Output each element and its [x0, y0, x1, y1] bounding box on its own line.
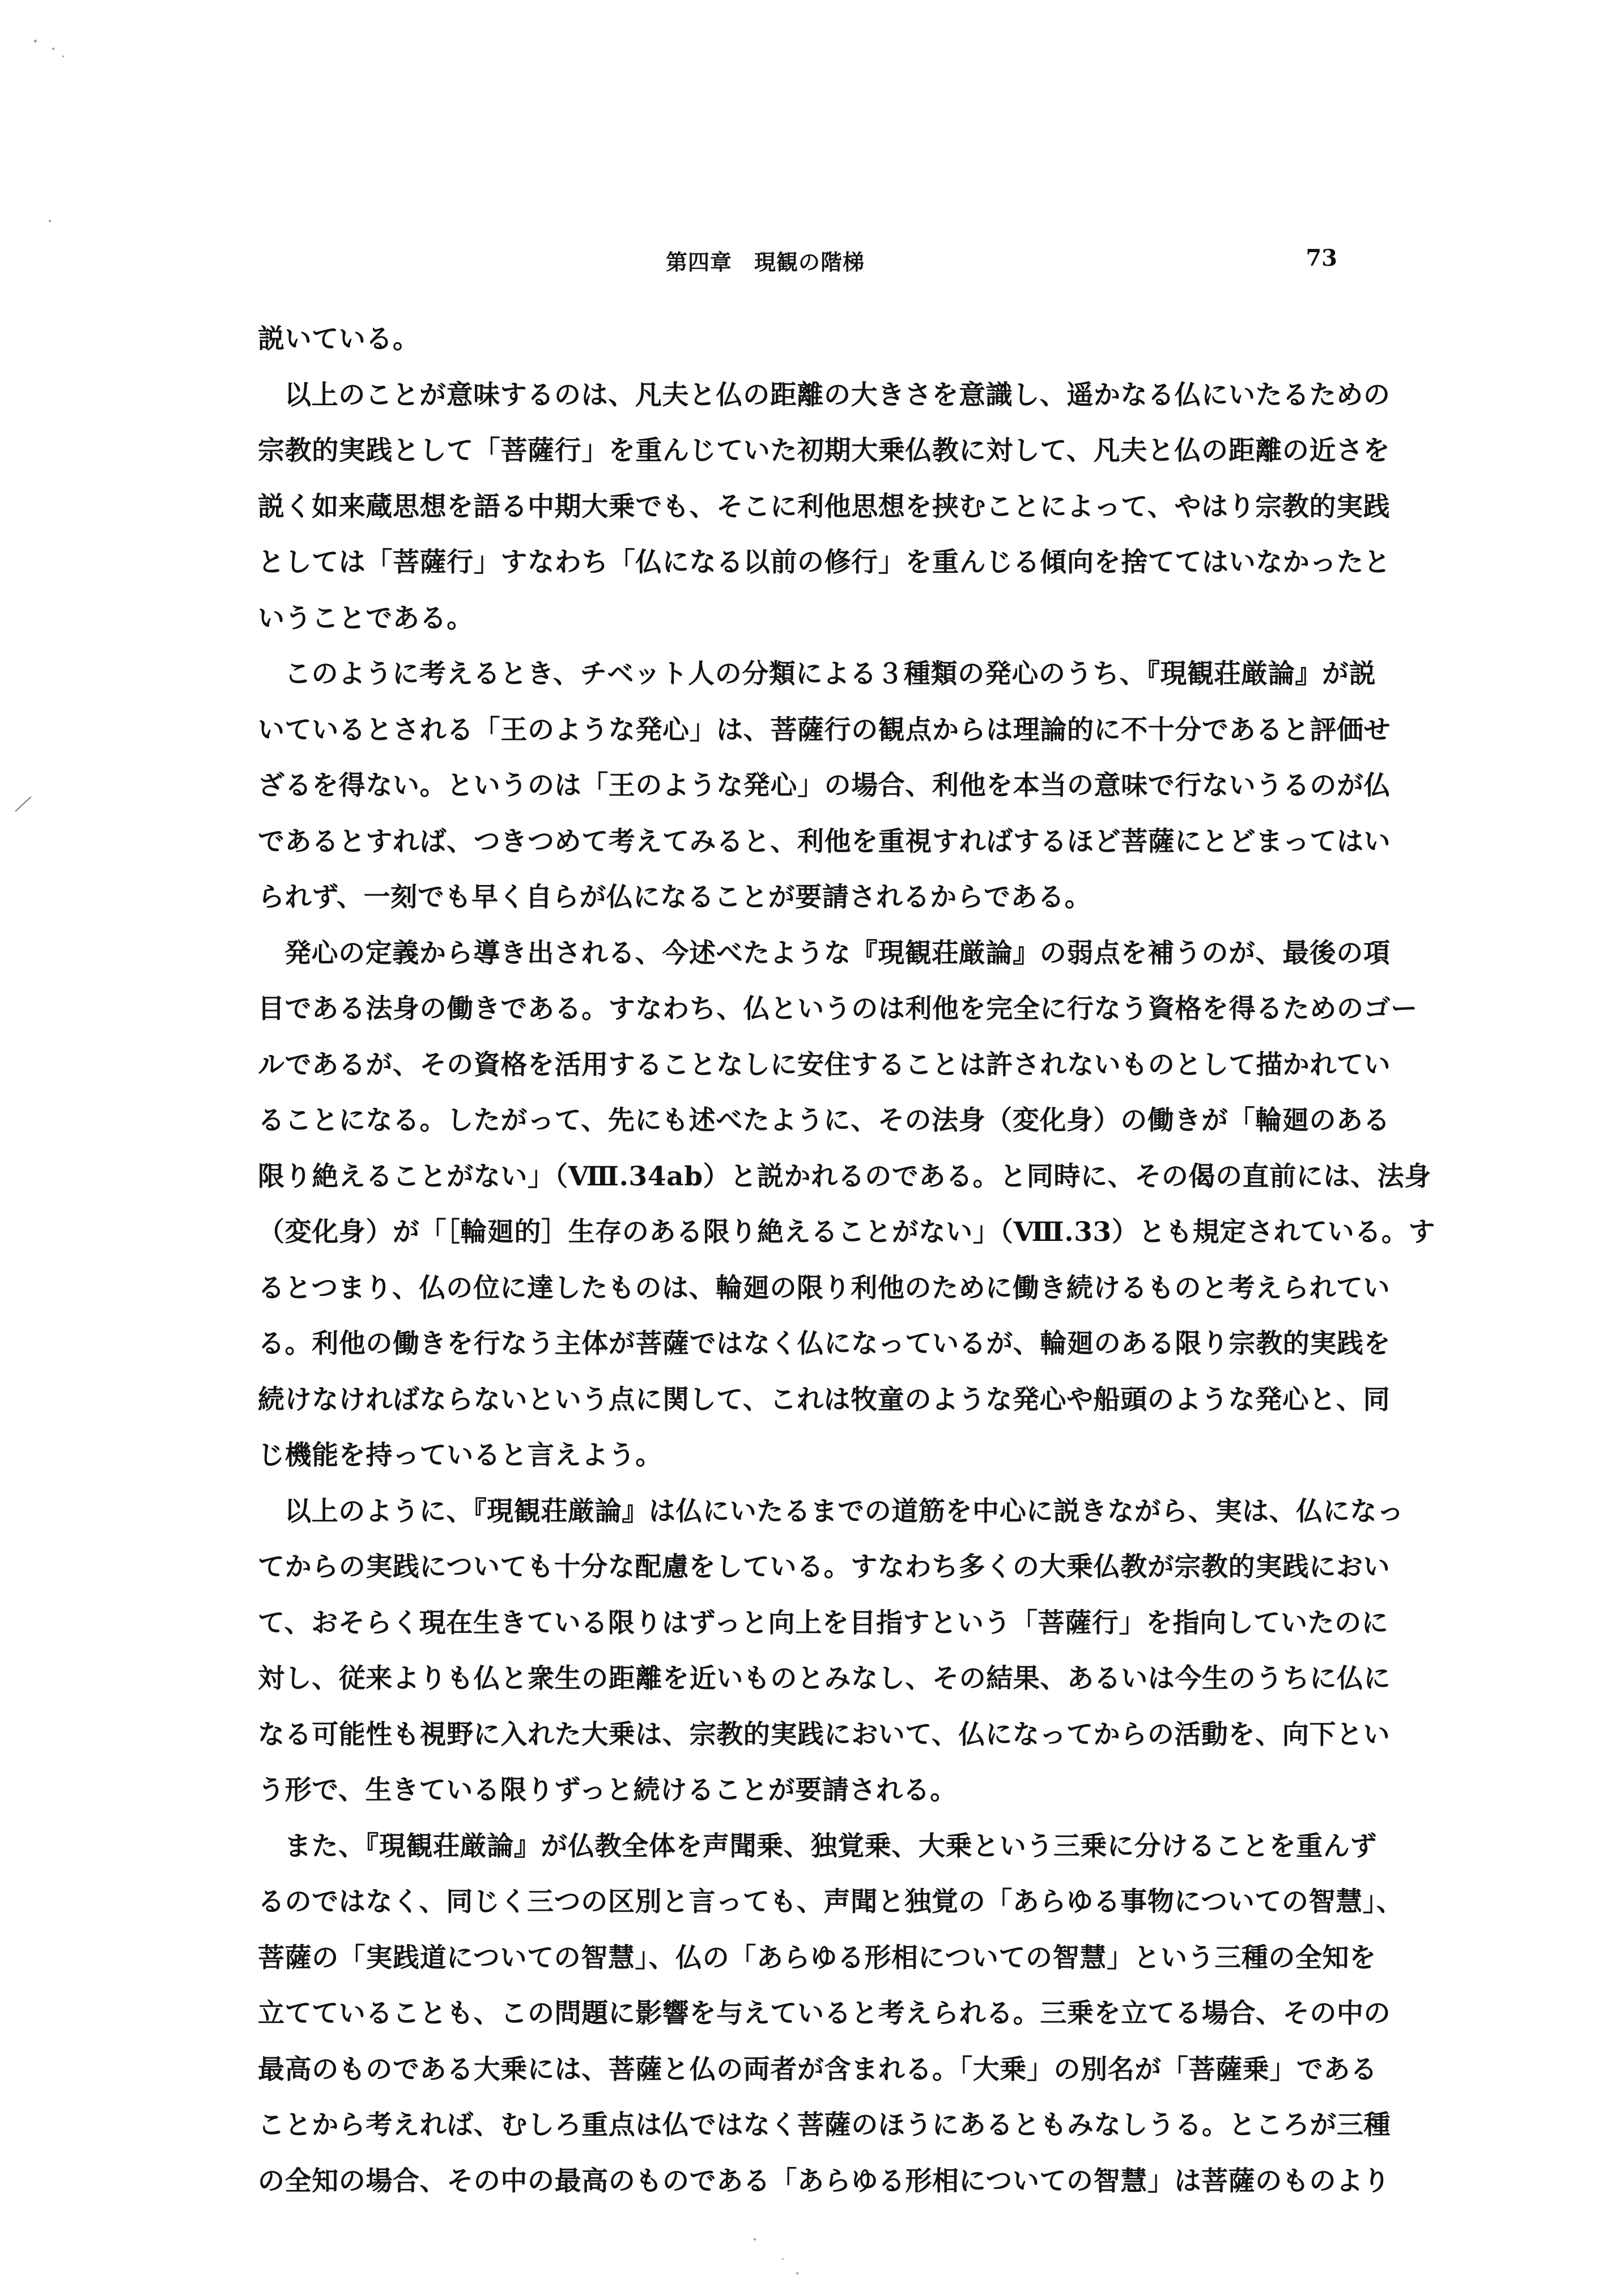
scan-speck: [782, 2258, 784, 2260]
scan-speck: [796, 2272, 798, 2274]
text-line: るとつまり、仏の位に達したものは、輪廻の限り利他のために働き続けるものと考えられてい: [258, 1272, 1391, 1304]
text-line: じ機能を持っていると言えよう。: [258, 1440, 662, 1471]
text-line: なる可能性も視野に入れた大乗は、宗教的実践において、仏になってからの活動を、向下とい: [258, 1719, 1391, 1750]
paragraph-start-line: また、『現観荘厳論』が仏教全体を声聞乗、独覚乗、大乗という三乗に分けることを重んず: [284, 1830, 1378, 1862]
text-line: ることになる。したがって、先にも述べたように、その法身（変化身）の働きが「輪廻のある: [258, 1105, 1391, 1136]
text-line: いうことである。: [258, 602, 474, 634]
text-line: る。利他の働きを行なう主体が菩薩ではなく仏になっているが、輪廻のある限り宗教的実践を: [258, 1328, 1391, 1359]
paragraph-start-line: 以上のことが意味するのは、凡夫と仏の距離の大きさを意識し、遥かなる仏にいたるための: [284, 379, 1391, 411]
text-line: 目である法身の働きである。すなわち、仏というのは利他を完全に行なう資格を得るためのゴー: [258, 993, 1418, 1024]
text-line: であるとすれば、つきつめて考えてみると、利他を重視すればするほど菩薩にとどまってはい: [258, 826, 1391, 857]
scan-speck: [34, 40, 37, 42]
text-line: ざるを得ない。というのは「王のような発心」の場合、利他を本当の意味で行ないうるのが仏: [258, 770, 1391, 801]
text-line: 説く如来蔵思想を語る中期大乗でも、そこに利他思想を挟むことによって、やはり宗教的実践: [258, 491, 1391, 522]
text-line: 続けなければならないという点に関して、これは牧童のような発心や船頭のような発心と、同: [258, 1384, 1391, 1415]
text-line: て、おそらく現在生きている限りはずっと向上を目指すという「菩薩行」を指向していたのに: [258, 1607, 1389, 1639]
text-line: ルであるが、その資格を活用することなしに安住することは許されないものとして描かれてい: [258, 1049, 1391, 1081]
text-line: の全知の場合、その中の最高のものである「あらゆる形相についての智慧」は菩薩のものより: [258, 2165, 1391, 2197]
scan-speck: [52, 48, 54, 50]
paragraph-start-line: このように考えるとき、チベット人の分類による３種類の発心のうち、『現観荘厳論』が説: [284, 658, 1376, 690]
text-line: 対し、従来よりも仏と衆生の距離を近いものとみなし、その結果、あるいは今生のうちに仏に: [258, 1663, 1391, 1694]
text-line: 説いている。: [258, 324, 420, 355]
paragraph-start-line: 以上のように、『現観荘厳論』は仏にいたるまでの道筋を中心に説きながら、実は、仏になっ: [284, 1495, 1404, 1527]
text-line: 限り絶えることがない」（Ⅷ.34ab）と説かれるのである。と同時に、その偈の直前には、法身: [258, 1160, 1431, 1192]
text-line: るのではなく、同じく三つの区別と言っても、声聞と独覚の「あらゆる事物についての智慧」、: [258, 1886, 1404, 1917]
text-line: られず、一刻でも早く自らが仏になることが要請されるからである。: [258, 882, 1092, 913]
text-line: う形で、生きている限りずっと続けることが要請される。: [258, 1775, 957, 1806]
text-line: 立てていることも、この問題に影響を与えていると考えられる。三乗を立てる場合、その中の: [258, 1998, 1391, 2029]
scan-speck: [754, 2238, 756, 2240]
text-line: 菩薩の「実践道についての智慧」、仏の「あらゆる形相についての智慧」という三種の全知を: [258, 1942, 1376, 1974]
chapter-title: 第四章 現観の階梯: [666, 249, 865, 275]
text-line: ことから考えれば、むしろ重点は仏ではなく菩薩のほうにあるともみなしうる。ところが三種: [258, 2110, 1391, 2141]
text-line: （変化身）が「［輪廻的］生存のある限り絶えることがない」（Ⅷ.33）とも規定されている。す: [258, 1217, 1436, 1248]
text-line: としては「菩薩行」すなわち「仏になる以前の修行」を重んじる傾向を捨ててはいなかったと: [258, 547, 1391, 578]
page-number: 73: [1306, 245, 1337, 271]
scan-speck: [62, 56, 64, 57]
body-text: [258, 312, 1436, 2209]
running-header: [261, 245, 1337, 279]
text-line: 最高のものである大乗には、菩薩と仏の両者が含まれる。「大乗」の別名が「菩薩乗」である: [258, 2053, 1378, 2085]
text-line: 宗教的実践として「菩薩行」を重んじていた初期大乗仏教に対して、凡夫と仏の距離の近さを: [258, 435, 1391, 466]
scan-speck: [49, 220, 51, 222]
text-line: てからの実践についても十分な配慮をしている。すなわち多くの大乗仏教が宗教的実践におい: [258, 1551, 1391, 1583]
paragraph-start-line: 発心の定義から導き出される、今述べたような『現観荘厳論』の弱点を補うのが、最後の項: [284, 937, 1391, 969]
text-line: いているとされる「王のような発心」は、菩薩行の観点からは理論的に不十分であると評価せ: [258, 714, 1391, 746]
scan-mark: [14, 793, 37, 816]
